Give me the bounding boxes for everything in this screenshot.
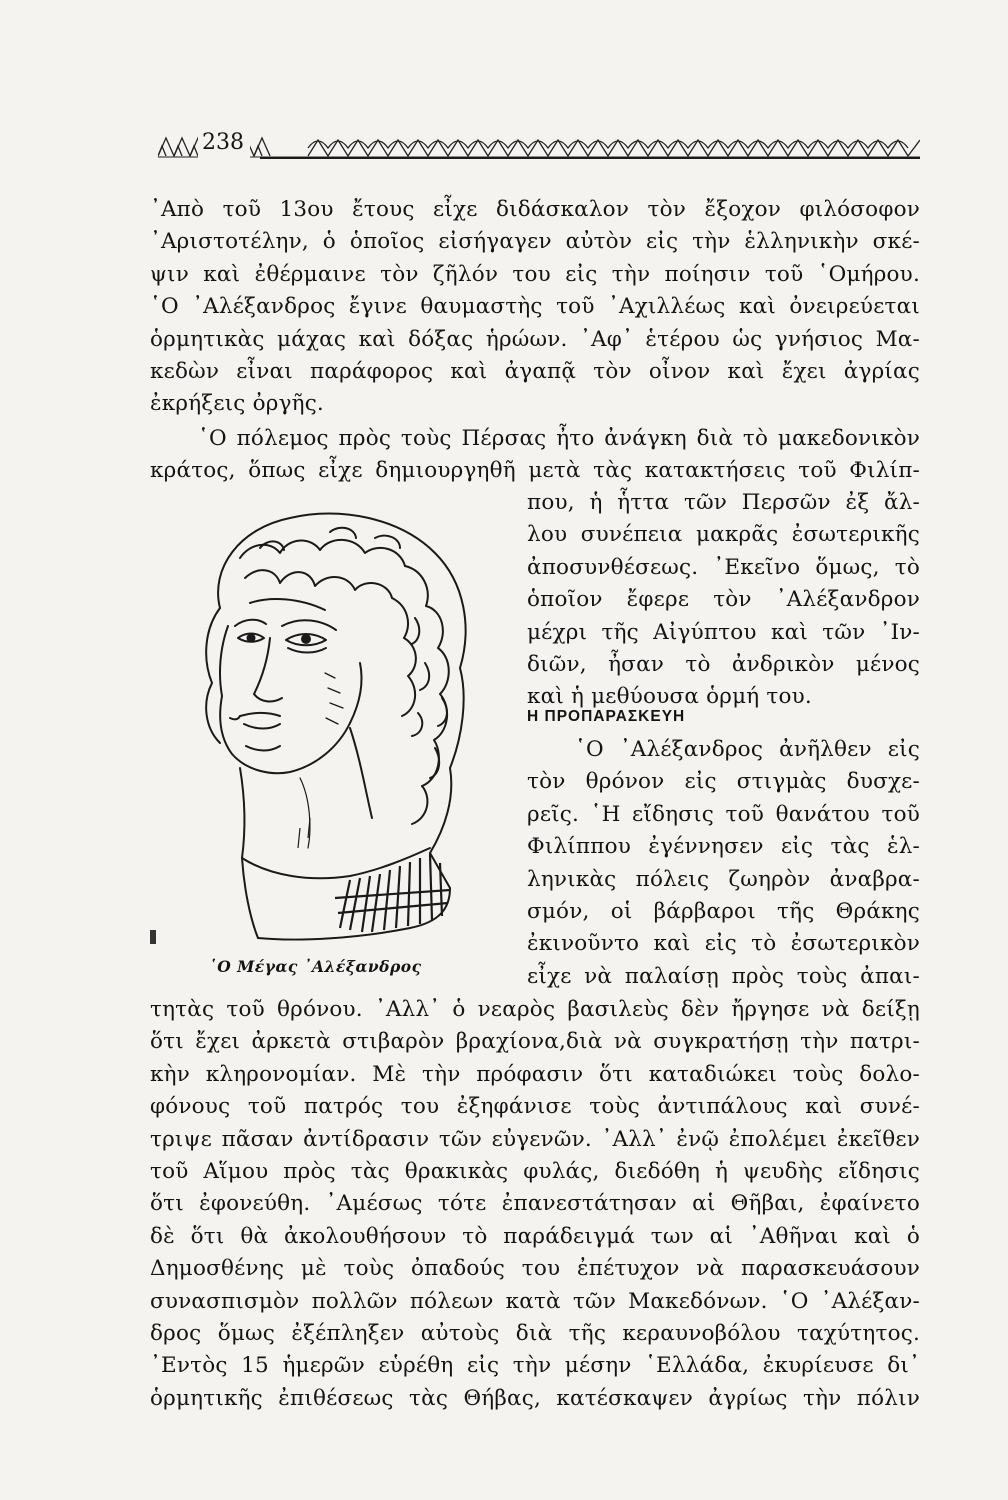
text-line: κεδὼν εἶναι παράφορος καὶ ἀγαπᾷ τὸν οἶνον καὶ ἔχει ἀγρίας bbox=[150, 359, 920, 385]
text-line: ρεῖς. ῾Η εἴδησις τοῦ θανάτου τοῦ bbox=[527, 801, 920, 827]
text-line: σμόν, οἱ βάρβαροι τῆς Θράκης bbox=[527, 899, 920, 925]
text-line: ᾿Αριστοτέλην, ὁ ὁποῖος εἰσήγαγεν αὐτὸν εἰς τὴν ἑλληνικὴν σκέ- bbox=[150, 229, 920, 255]
text-line: τριψε πᾶσαν ἀντίδρασιν τῶν εὐγενῶν. ᾿Αλλ᾿ ἐνῷ ἐπολέμει ἐκεῖθεν bbox=[150, 1126, 920, 1152]
text-line: μέχρι τῆς Αἰγύπτου καὶ τῶν ᾿Ιν- bbox=[527, 619, 920, 645]
print-mark bbox=[150, 930, 156, 944]
text-line: κράτος, ὅπως εἶχε δημιουργηθῆ μετὰ τὰς κατακτήσεις τοῦ Φιλίπ- bbox=[150, 458, 920, 484]
text-line: δρος ὅμως ἐξέπληξεν αὐτοὺς διὰ τῆς κεραυνοβόλου ταχύτητος. bbox=[150, 1321, 920, 1347]
text-line: ὅτι ἐφονεύθη. ᾿Αμέσως τότε ἐπανεστάτησαν αἱ Θῆβαι, ἐφαίνετο bbox=[150, 1191, 920, 1217]
text-line: ῾Ο πόλεμος πρὸς τοὺς Πέρσας ἦτο ἀνάγκη διὰ τὸ μακεδονικὸν bbox=[198, 426, 920, 451]
text-line: ἐκρήξεις ὀργῆς. bbox=[150, 391, 324, 417]
text-line: Δημοσθένης μὲ τοὺς ὀπαδούς του ἐπέτυχον νὰ παρασκευάσουν bbox=[150, 1256, 920, 1282]
paragraph-1 bbox=[150, 194, 920, 421]
text-line: ἀποσυνθέσεως. ᾿Εκεῖνο ὅμως, τὸ bbox=[527, 554, 920, 580]
text-line: διῶν, ἦσαν τὸ ἀνδρικὸν μένος bbox=[527, 652, 920, 678]
header-rule bbox=[260, 157, 920, 159]
paragraph-2-intro bbox=[150, 423, 920, 488]
ornament-border-icon bbox=[158, 128, 920, 158]
text-line: εἶχε νὰ παλαίσῃ πρὸς τοὺς ἀπαι- bbox=[527, 963, 920, 989]
paragraph-3-continuation bbox=[150, 994, 920, 1415]
text-line: ἐκινοῦντο καὶ εἰς τὸ ἐσωτερικὸν bbox=[527, 931, 920, 957]
text-line: λου συνέπεια μακρᾶς ἐσωτερικῆς bbox=[527, 522, 920, 548]
text-line: φόνους τοῦ πατρός του ἐξηφάνισε τοὺς ἀντιπάλους καὶ συνέ- bbox=[150, 1094, 920, 1120]
text-line: ὅτι ἔχει ἀρκετὰ στιβαρὸν βραχίονα,διὰ νὰ συγκρατήσῃ τὴν πατρι- bbox=[150, 1029, 920, 1055]
text-line: ὁρμητικὰς μάχας καὶ δόξας ἡρώων. ᾿Αφ᾿ ἑτέρου ὡς γνήσιος Μα- bbox=[150, 326, 920, 352]
text-line: που, ἡ ἧττα τῶν Περσῶν ἐξ ἄλ- bbox=[527, 490, 920, 515]
text-line: ῾Ο ᾿Αλέξανδρος ἀνῆλθεν εἰς bbox=[575, 737, 920, 762]
text-line: ᾿Εντὸς 15 ἡμερῶν εὑρέθη εἰς τὴν μέσην ῾Ελλάδα, ἐκυρίευσε δι᾿ bbox=[150, 1353, 920, 1379]
text-line: δὲ ὅτι θὰ ἀκολουθήσουν τὸ παράδειγμά των αἱ ᾿Αθῆναι καὶ ὁ bbox=[150, 1223, 920, 1249]
text-line: ῾Ο ᾿Αλέξανδρος ἔγινε θαυμαστὴς τοῦ ᾿Αχιλλέως καὶ ὀνειρεύεται bbox=[150, 294, 920, 320]
text-line: ληνικὰς πόλεις ζωηρὸν ἀναβρα- bbox=[527, 866, 920, 892]
paragraph-3-column bbox=[527, 734, 920, 993]
text-line: ὁποῖον ἔφερε τὸν ᾿Αλέξανδρον bbox=[527, 587, 920, 613]
text-line: συνασπισμὸν πολλῶν πόλεων κατὰ τῶν Μακεδόνων. ῾Ο ᾿Αλέξαν- bbox=[150, 1288, 920, 1314]
text-line: ὁρμητικῆς ἐπιθέσεως τὰς Θήβας, κατέσκαψεν ἀγρίως τὴν πόλιν bbox=[150, 1385, 920, 1411]
text-line: Φιλίππου ἐγέννησεν εἰς τὰς ἑλ- bbox=[527, 834, 920, 860]
text-line: ψιν καὶ ἐθέρμαινε τὸν ζῆλόν του εἰς τὴν ποίησιν τοῦ ῾Ομήρου. bbox=[150, 261, 920, 287]
page-header bbox=[150, 122, 920, 170]
text-line: καὶ ἡ μεθύουσα ὁρμή του. bbox=[527, 684, 812, 710]
alexander-bust-illustration bbox=[150, 498, 510, 948]
figure-caption: ῾Ο Μέγας ᾿Αλέξανδρος bbox=[209, 957, 422, 976]
text-line: τητὰς τοῦ θρόνου. ᾿Αλλ᾿ ὁ νεαρὸς βασιλεὺς δὲν ἤργησε νὰ δείξῃ bbox=[150, 997, 920, 1022]
text-line: τὸν θρόνον εἰς στιγμὰς δυσχε- bbox=[527, 769, 920, 795]
text-line: κὴν κληρονομίαν. Μὲ τὴν πρόφασιν ὅτι καταδιώκει τοὺς δολο- bbox=[150, 1061, 920, 1087]
text-line: τοῦ Αἵμου πρὸς τὰς θρακικὰς φυλάς, διεδόθη ἡ ψευδὴς εἴδησις bbox=[150, 1159, 920, 1185]
section-heading: Η ΠΡΟΠΑΡΑΣΚΕΥΗ bbox=[527, 708, 686, 725]
text-line: ᾿Απὸ τοῦ 13ου ἔτους εἶχε διδάσκαλον τὸν ἔξοχον φιλόσοφον bbox=[150, 197, 920, 222]
paragraph-2-column bbox=[527, 487, 920, 714]
page-number: 238 bbox=[198, 128, 250, 158]
